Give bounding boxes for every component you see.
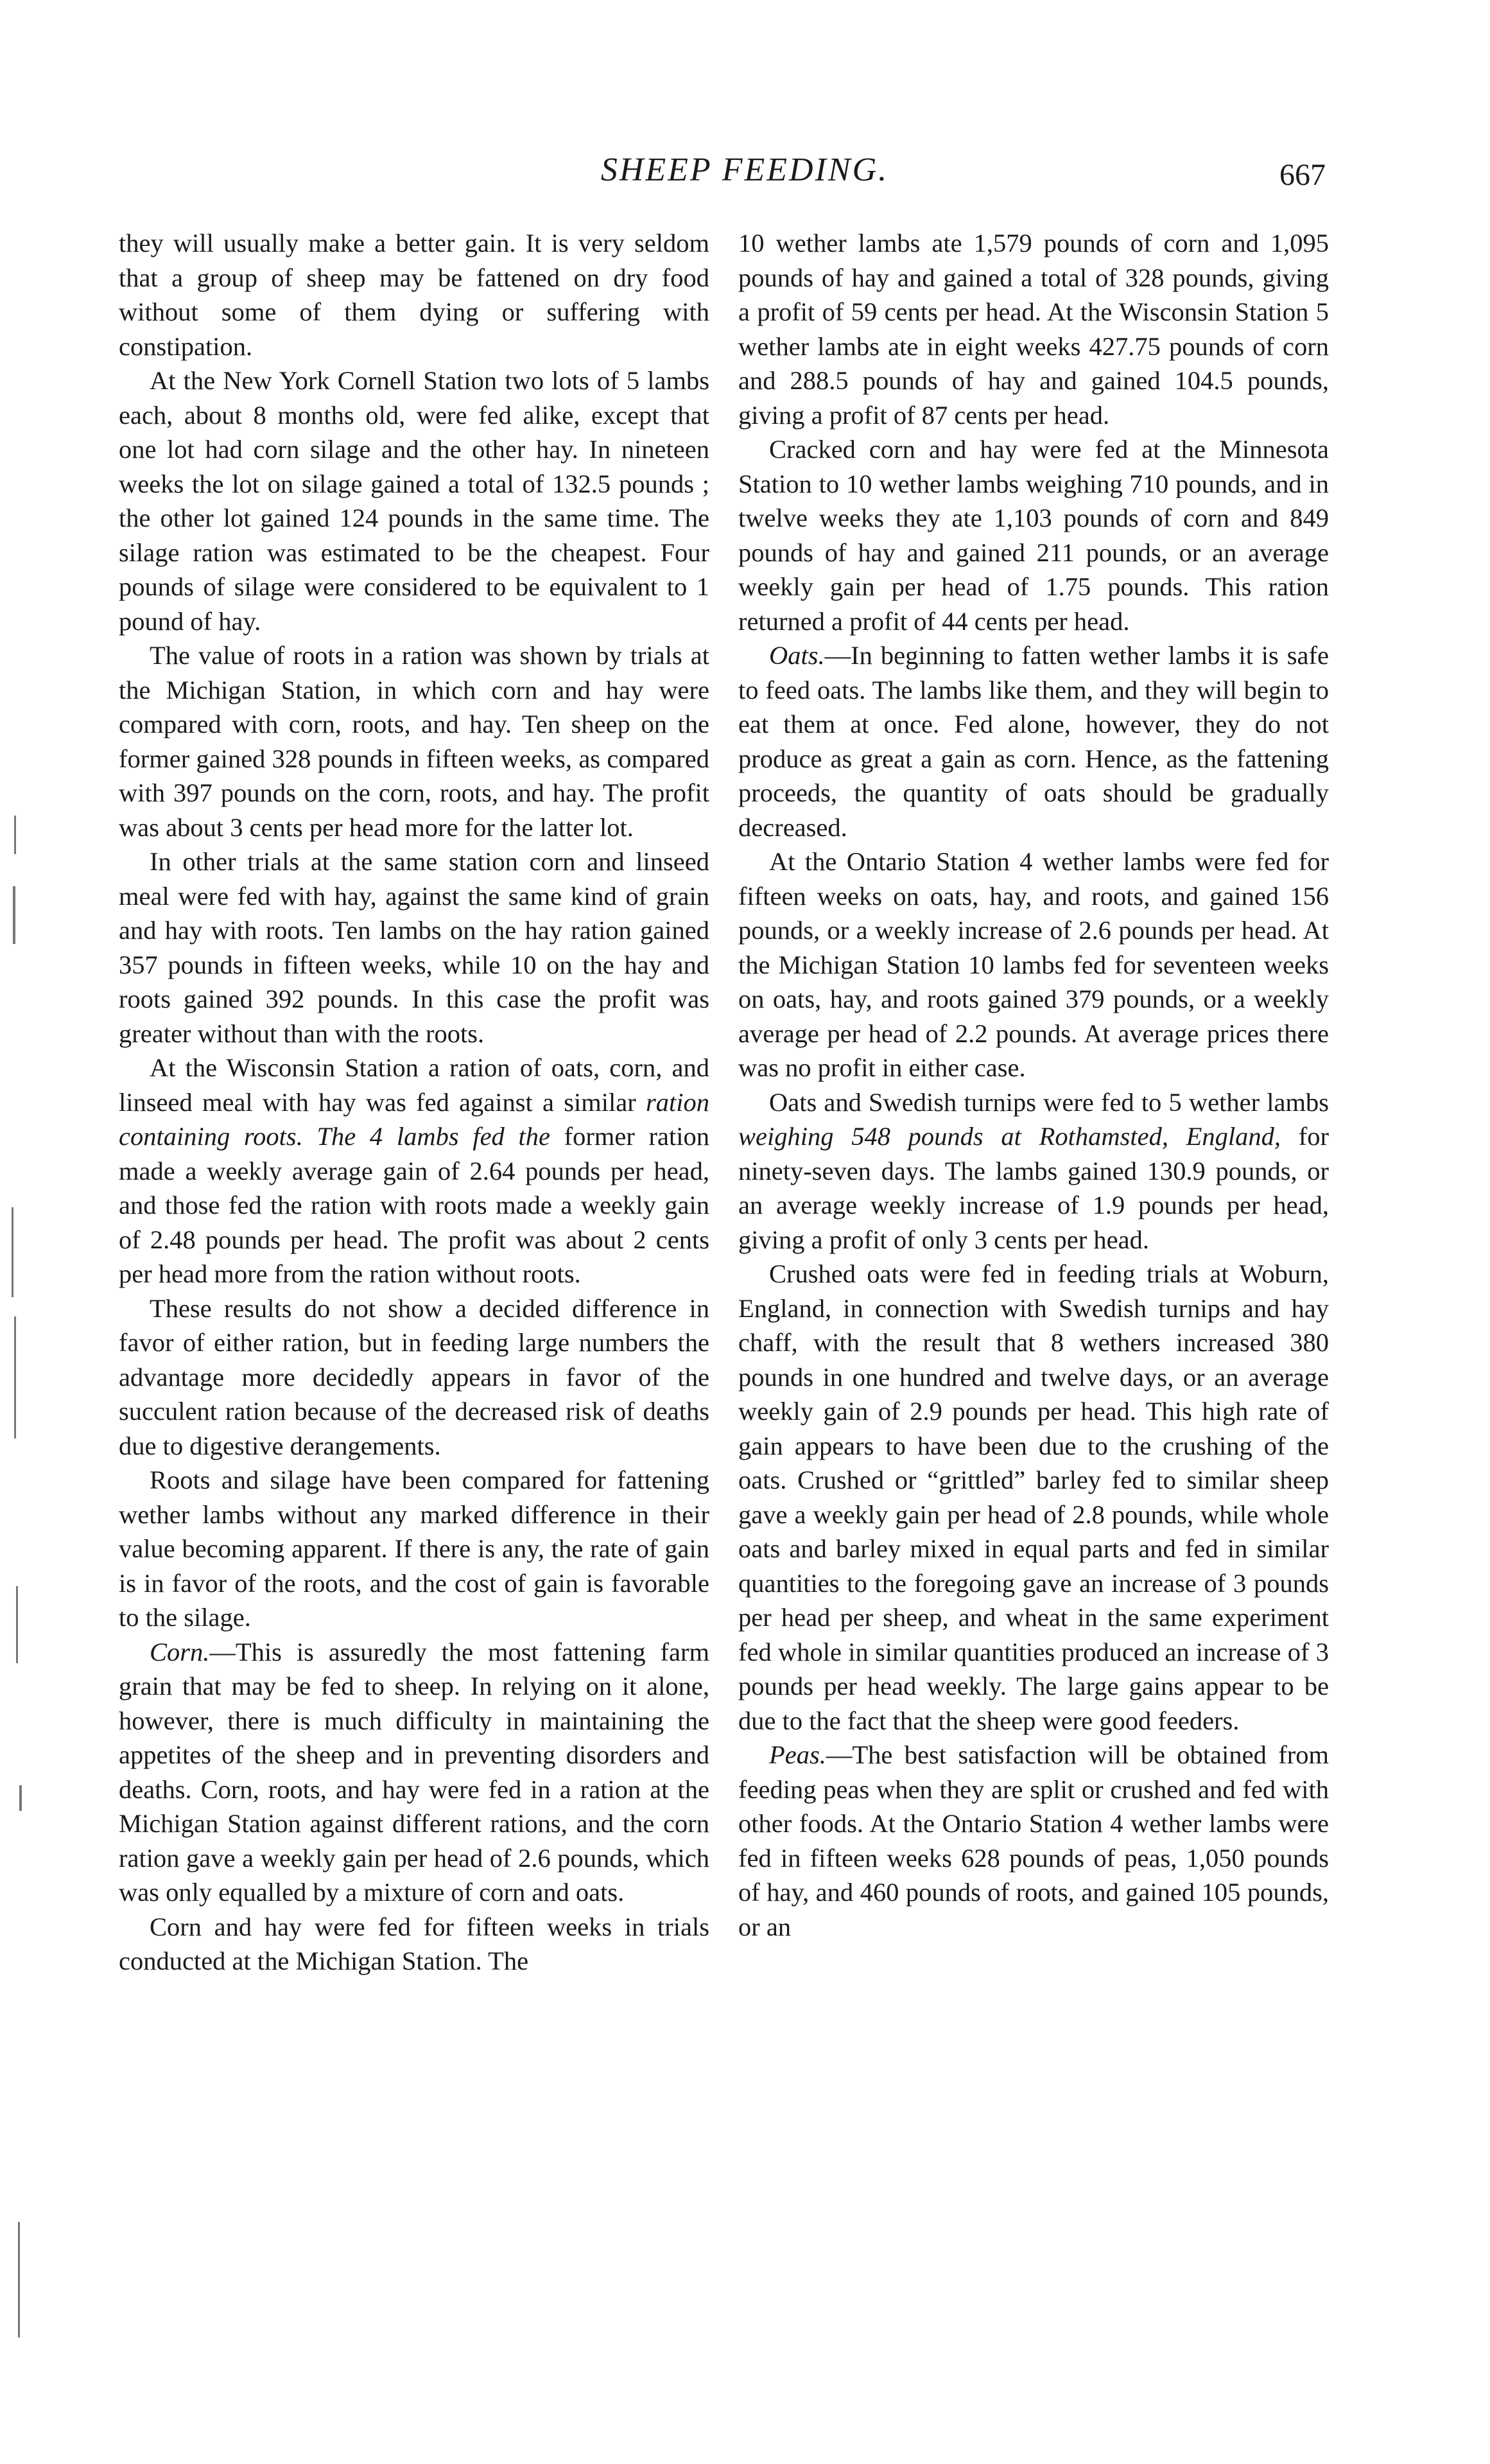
paragraph: Roots and silage have been compared for fattening wether lambs without any marked difference in their value becoming apparent. If there is any, the rate of gain is in favor of the roots, and the cost of gain is favorable to the silage. [119,1465,709,1632]
paragraph: Crushed oats were fed in feeding trials at Woburn, England, in connection with Swedish turnips and hay chaff, with the result that 8 wethers increased 380 pounds in one hundred and twelve days, or an average weekly gain of 2.9 pounds per head. This high rate of gain appears to have been due to the crushing of the oats. Crushed or “grittled” barley fed to similar sheep gave a weekly gain per head of 2.8 pounds, while whole oats and barley mixed in equal parts and fed in similar quantities to the foregoing gave an increase of 3 pounds per head per sheep, and wheat in the same experiment fed whole in similar quantities produced an increase of 3 pounds per head weekly. The large gains appear to be due to the fact that the sheep were good feeders. [738,1259,1329,1735]
paragraph: In other trials at the same station corn and linseed meal were fed with hay, against the same kind of grain and hay with roots. Ten lambs on the hay ration gained 357 pounds in fifteen weeks, while 10 on the hay and roots gained 392 pounds. In this case the profit was greater without than with the roots. [119,847,709,1048]
text-run: —In beginning to fatten wether lambs it is safe to feed oats. The lambs like them, and they will begin to eat them at once. Fed alone, however, they do not produce as great a gain as corn. Hence, as the fattening proceeds, the quantity of oats should be gradually decreased. [738,641,1329,842]
text-run: Oats and Swedish turnips were fed to 5 wether lambs [769,1087,1329,1117]
italic-text-run: ration containing roots. The 4 lambs fed the [119,1087,709,1151]
paragraph [738,1085,1329,1257]
paragraph: At the New York Cornell Station two lots of 5 lambs each, about 8 months old, were fed alike, except that one lot had corn silage and the other hay. In nineteen weeks the lot on silage gained a total of 132.5 pounds ; the other lot gained 124 pounds in the same time. The silage ration was estimated to be the cheapest. Four pounds of silage were considered to be equivalent to 1 pound of hay. [119,366,709,636]
paragraph: These results do not show a decided difference in favor of either ration, but in feeding large numbers the advantage more decidedly appears in favor of the succulent ration because of the decreased risk of deaths due to digestive derangements. [119,1293,709,1460]
paragraph: The value of roots in a ration was shown by trials at the Michigan Station, in which corn and hay were compared with corn, roots, and hay. Ten sheep on the former gained 328 pounds in fifteen weeks, as compared with 397 pounds on the corn, roots, and hay. The profit was about 3 cents per head more for the latter lot. [119,641,709,842]
paragraph [738,638,1329,844]
paragraph: Cracked corn and hay were fed at the Minnesota Station to 10 wether lambs weighing 710 pounds, and in twelve weeks they ate 1,103 pounds of corn and 849 pounds of hay and gained 211 pounds, or an average weekly gain per head of 1.75 pounds. This ration returned a profit of 44 cents per head. [738,435,1329,636]
paragraph [738,1738,1329,1944]
scan-speck [16,1586,18,1663]
paragraph: 10 wether lambs ate 1,579 pounds of corn and 1,095 pounds of hay and gained a total of 328 pounds, giving a profit of 59 cents per head. At the Wisconsin Station 5 wether lambs ate in eight weeks 427.75 pounds of corn and 288.5 pounds of hay and gained 104.5 pounds, giving a profit of 87 cents per head. [738,229,1329,430]
text-run: for ninety-seven days. The lambs gained 130.9 pounds, or an average weekly increase of 1.9 pounds per head, giving a profit of only 3 cents per head. [738,1122,1329,1254]
scan-speck [18,2222,20,2337]
paragraph: Corn and hay were fed for fifteen weeks in trials conducted at the Michigan Station. The [119,1912,709,1975]
paragraph [119,1051,709,1291]
section-run-in-heading: Corn. [150,1637,210,1666]
scan-speck [12,1207,13,1297]
text-run: —This is assuredly the most fattening farm grain that may be fed to sheep. In relying on it alone, however, there is much difficulty in maintaining the appetites of the sheep and in preventing disorders and deaths. Corn, roots, and hay were fed in a ration at the Michigan Station against different rations, and the corn ration gave a weekly gain per head of 2.6 pounds, which was only equalled by a mixture of corn and oats. [119,1637,709,1907]
section-run-in-heading: Peas. [769,1740,826,1769]
scan-speck [19,1785,22,1811]
text-run: —The best satisfaction will be obtained from feeding peas when they are split or crushed and fed with other foods. At the Ontario Station 4 wether lambs were fed in fifteen weeks 628 pounds of peas, 1,050 pounds of hay, and 460 pounds of roots, and gained 105 pounds, or an [738,1740,1329,1941]
paragraph: they will usually make a better gain. It is very seldom that a group of sheep may be fattened on dry food without some of them dying or suffering with constipation. [119,229,709,361]
left-text-column [119,226,709,1979]
right-text-column [738,226,1329,1944]
text-run: former ration made a weekly average gain of 2.64 pounds per head, and those fed the ration with roots made a weekly gain of 2.48 pounds per head. The profit was about 2 cents per head more from the ration without roots. [119,1122,709,1288]
paragraph: At the Ontario Station 4 wether lambs were fed for fifteen weeks on oats, hay, and roots, and gained 156 pounds, or a weekly increase of 2.6 pounds per head. At the Michigan Station 10 lambs fed for seventeen weeks on oats, hay, and roots gained 379 pounds, or a weekly average per head of 2.2 pounds. At average prices there was no profit in either case. [738,847,1329,1082]
scan-speck [14,1316,16,1438]
italic-text-run: weighing 548 pounds at Rothamsted, England, [738,1122,1281,1151]
section-run-in-heading: Oats. [769,641,825,670]
paragraph [119,1635,709,1910]
scan-speck [13,886,15,944]
running-header-title: SHEEP FEEDING. [600,152,889,188]
text-run: At the Wisconsin Station a ration of oats, corn, and linseed meal with hay was fed against a similar [119,1053,709,1117]
scan-margin-specks [0,0,58,2464]
scan-speck [14,816,16,854]
page-number: 667 [1279,158,1326,192]
